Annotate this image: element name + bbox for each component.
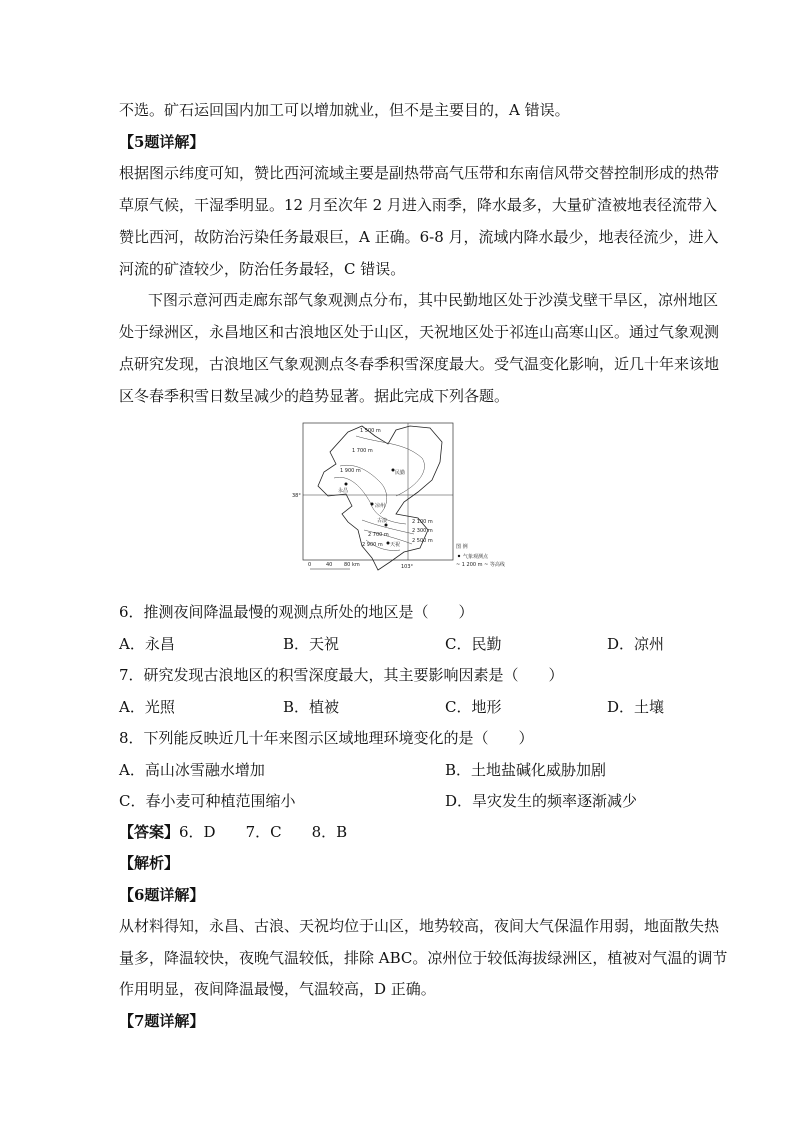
material-line: 区冬春季积雪日数呈减少的趋势显著。据此完成下列各题。 [119, 387, 510, 405]
option-d: D．土壤 [607, 698, 665, 716]
longitude-label: 103° [401, 564, 414, 570]
contour-label: 1 900 m [340, 468, 361, 474]
scale-label: 80 km [344, 562, 360, 568]
contour-label: 1 500 m [360, 428, 381, 434]
station-liangzhou [371, 503, 374, 506]
question-stem: 8．下列能反映近几十年来图示区域地理环境变化的是（ ） [119, 729, 534, 747]
section-heading-q5: 【5题详解】 [119, 133, 205, 151]
answer-text: 6．D 7．C 8．B [179, 823, 348, 841]
text-line: 根据图示纬度可知，赞比西河流域主要是副热带高气压带和东南信风带交替控制形成的热带 [119, 164, 720, 182]
material-line: 下图示意河西走廊东部气象观测点分布，其中民勤地区处于沙漠戈壁干旱区，凉州地区 [148, 291, 719, 309]
station-map-figure [292, 422, 505, 580]
contour-line [356, 436, 424, 496]
section-heading-q6: 【6题详解】 [119, 886, 205, 904]
option-c: C．地形 [445, 698, 502, 716]
legend-station: 气象观测点 [463, 554, 489, 560]
text-line: 赞比西河，故防治污染任务最艰巨，A 正确。6-8 月，流域内降水最少，地表径流少，进入 [119, 228, 719, 246]
contour-label: 2 500 m [412, 538, 433, 544]
contour-label: 2 700 m [368, 532, 389, 538]
answer-label: 【答案】 [119, 823, 180, 841]
option-a: A．高山冰雪融水增加 [119, 761, 265, 779]
contour-label: 2 100 m [412, 519, 433, 525]
latitude-label: 38° [292, 493, 301, 499]
text-line: 作用明显，夜间降温最慢，气温较高，D 正确。 [119, 980, 436, 998]
legend-title: 图 例 [456, 544, 468, 550]
contour-label: 1 700 m [352, 448, 373, 454]
option-b: B．土地盐碱化威胁加剧 [445, 761, 607, 779]
contour-label: 2 900 m [362, 542, 383, 548]
option-c: C．春小麦可种植范围缩小 [119, 792, 296, 810]
text-line: 河流的矿渣较少，防治任务最轻，C 错误。 [119, 260, 406, 278]
option-a: A．永昌 [119, 635, 175, 653]
answer-line [119, 816, 679, 848]
label-yongchang: 永昌 [338, 488, 349, 494]
label-minqin: 民勤 [395, 470, 406, 476]
text-line: 从材料得知，永昌、古浪、天祝均位于山区，地势较高，夜间大气保温作用弱，地面散失热 [119, 917, 720, 935]
material-line: 处于绿洲区，永昌地区和古浪地区处于山区，天祝地区处于祁连山高寒山区。通过气象观测 [119, 323, 720, 341]
option-c: C．民勤 [445, 635, 502, 653]
legend-station-icon [458, 555, 460, 557]
legend-contour: ~ 1 200 m ~ 等高线 [456, 562, 505, 568]
station-yongchang [345, 483, 348, 486]
question-stem: 7．研究发现古浪地区的积雪深度最大，其主要影响因素是（ ） [119, 666, 564, 684]
contour-label: 2 300 m [412, 528, 433, 534]
text-line: 量多，降温较快，夜晚气温较低，排除 ABC。凉州位于较低海拔绿洲区，植被对气温的调节 [119, 949, 728, 967]
text-line: 不选。矿石运回国内加工可以增加就业，但不是主要目的，A 错误。 [119, 101, 570, 119]
option-d: D．凉州 [607, 635, 665, 653]
section-heading-q7: 【7题详解】 [119, 1012, 205, 1030]
label-liangzhou: 凉州 [375, 503, 386, 509]
option-b: B．植被 [283, 698, 340, 716]
scale-label: 40 [326, 562, 333, 568]
scale-label: 0 [308, 562, 312, 568]
material-line: 点研究发现，古浪地区气象观测点冬春季积雪深度最大。受气温变化影响，近几十年来该地 [119, 355, 720, 373]
text-line: 草原气候，干湿季明显。12 月至次年 2 月进入雨季，降水最多，大量矿渣被地表径流带入 [119, 196, 717, 214]
option-d: D．旱灾发生的频率逐渐减少 [445, 792, 638, 810]
analysis-label: 【解析】 [119, 854, 180, 872]
option-a: A．光照 [119, 698, 175, 716]
region-boundary [318, 426, 442, 570]
question-stem: 6．推测夜间降温最慢的观测点所处的地区是（ ） [119, 603, 474, 621]
label-gulang: 古浪 [377, 518, 388, 524]
option-b: B．天祝 [283, 635, 340, 653]
label-tianzhu: 天祝 [390, 542, 401, 548]
